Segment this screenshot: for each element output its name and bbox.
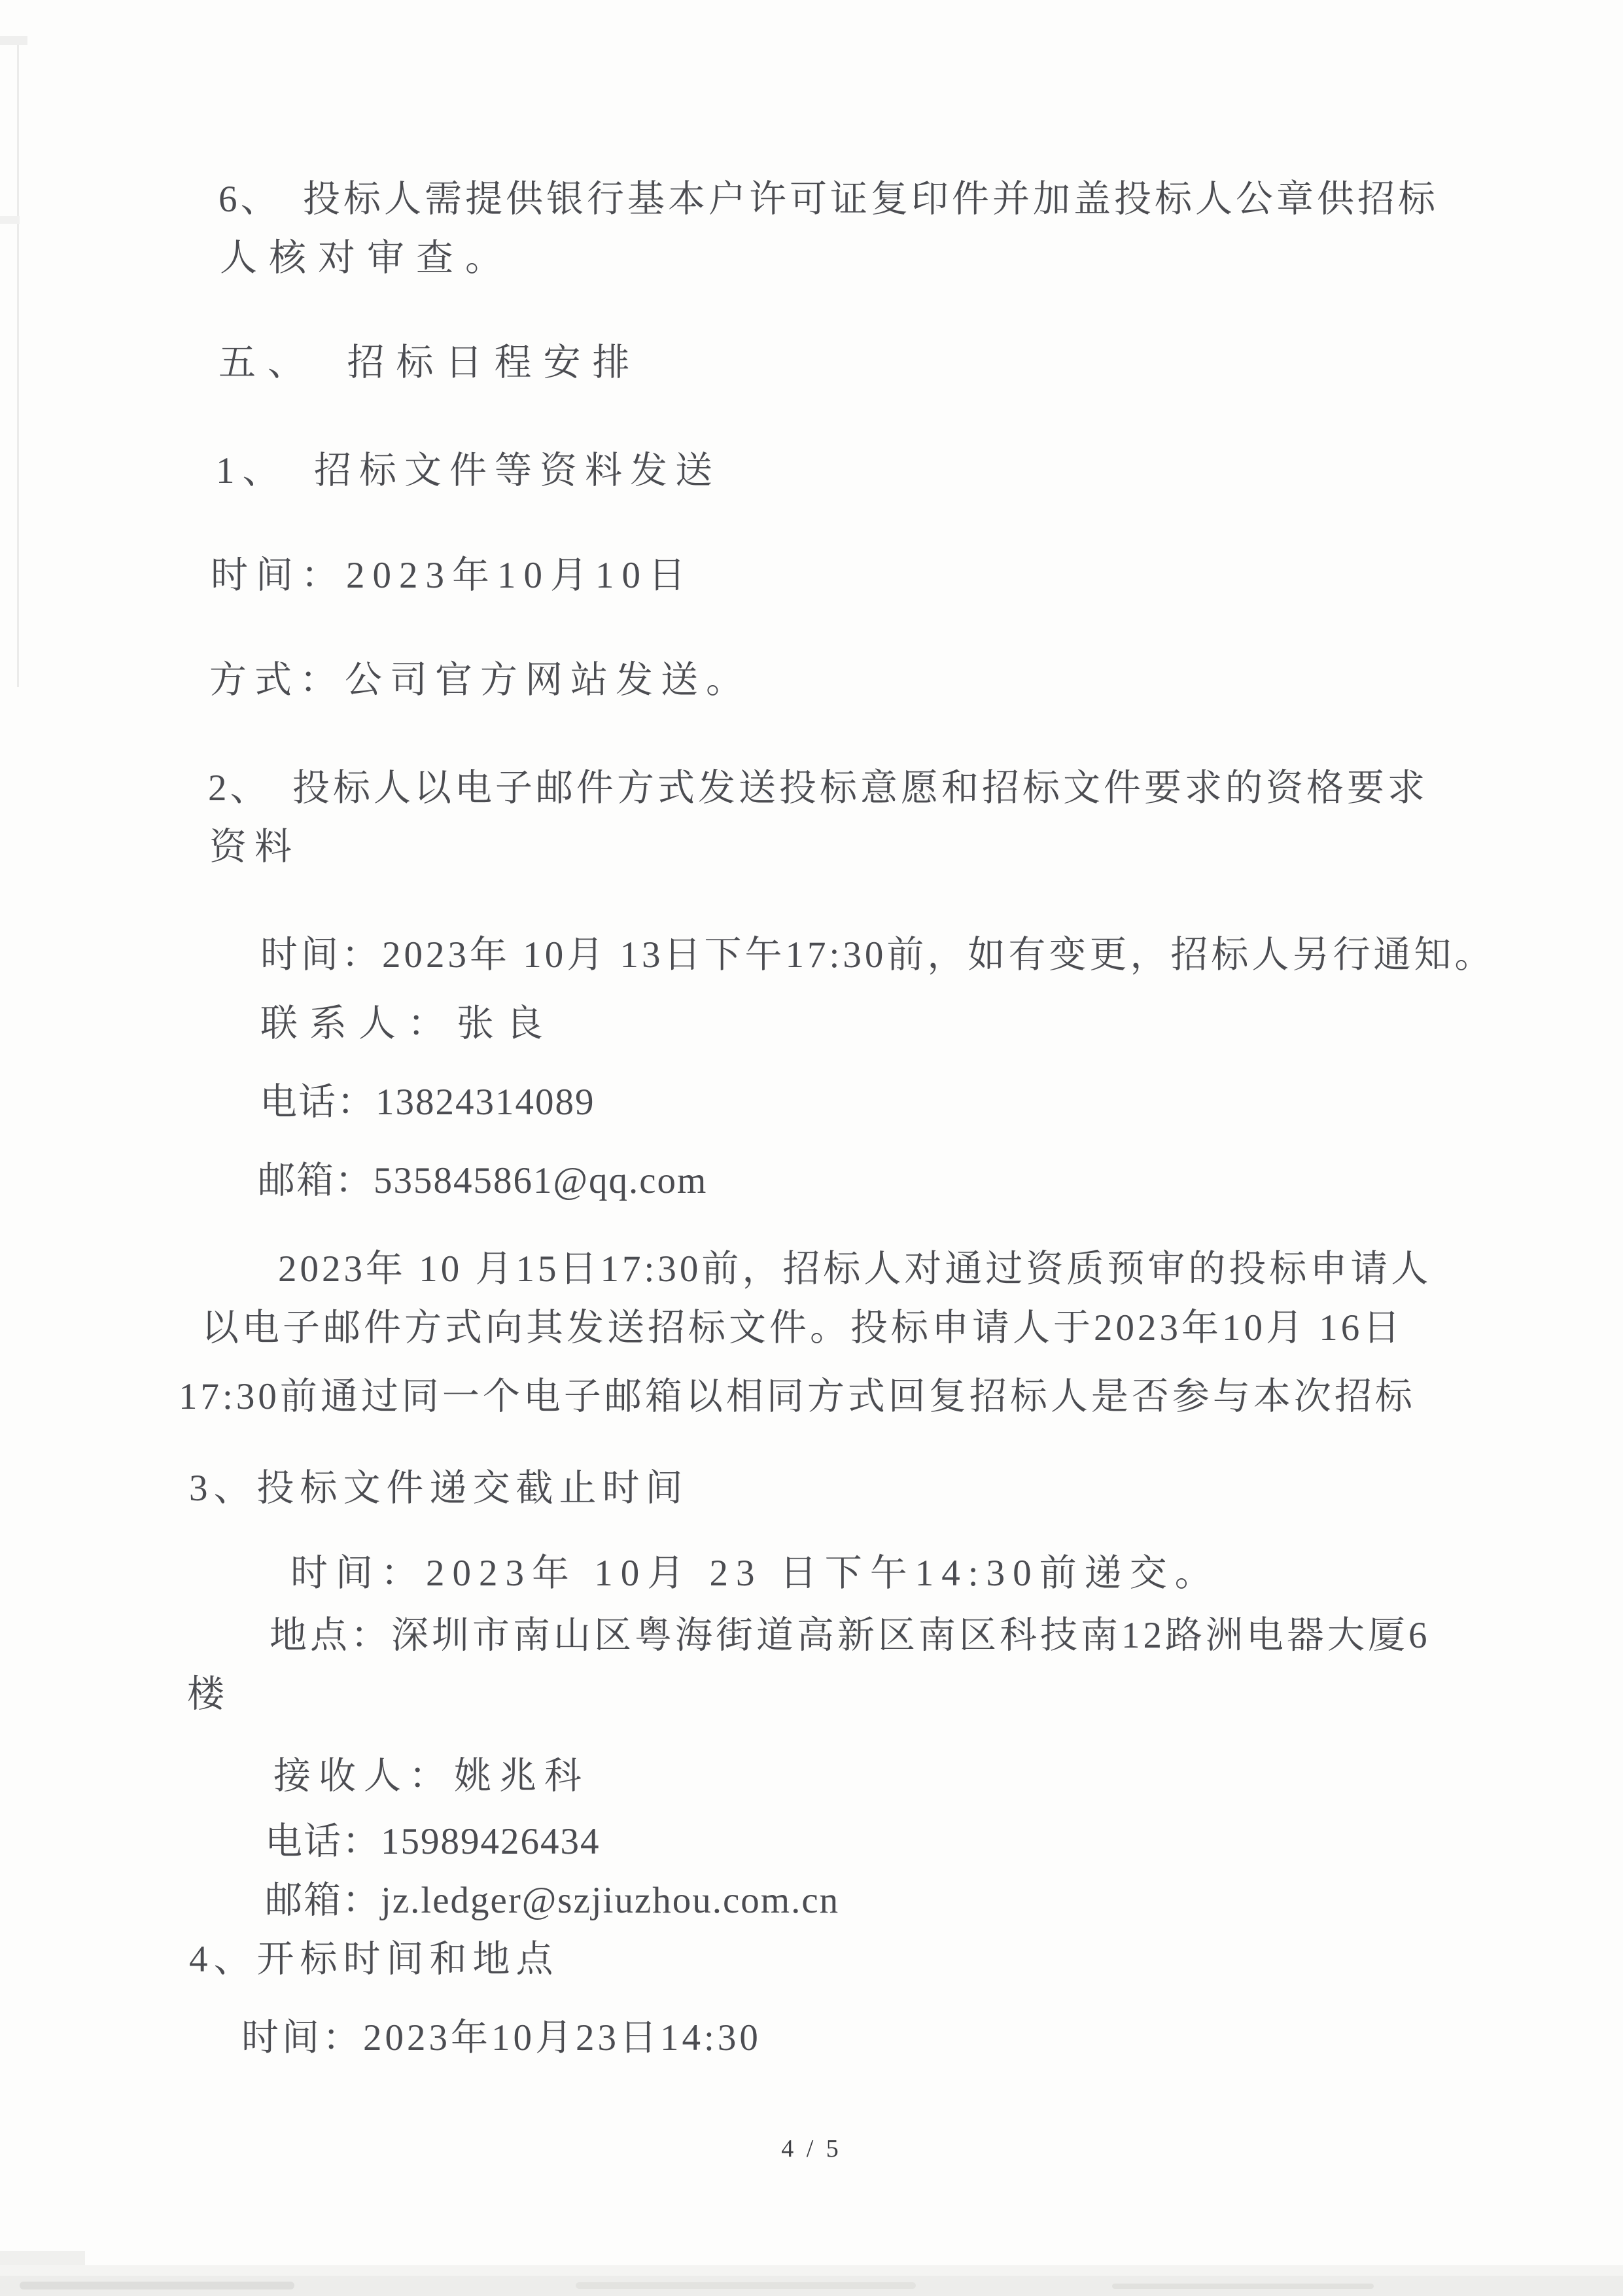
page-number: 4 / 5	[781, 2135, 842, 2163]
scan-artifact-bottom-smudge-3	[1112, 2284, 1374, 2289]
schedule-item4-title: 4、开标时间和地点	[189, 1939, 559, 1980]
schedule-item2-contact-email: 邮箱：535845861@qq.com	[258, 1160, 708, 1201]
schedule-item2-time: 时间：2023年 10月 13日下午17:30前，如有变更，招标人另行通知。	[260, 934, 1495, 976]
schedule-item3-email: 邮箱：jz.ledger@szjiuzhou.com.cn	[265, 1880, 840, 1921]
schedule-item2-para-line3: 17:30前通过同一个电子邮箱以相同方式回复招标人是否参与本次招标	[179, 1376, 1416, 1417]
schedule-item4-time: 时间：2023年10月23日14:30	[241, 2017, 761, 2058]
item6-line2: 人核对审查。	[220, 238, 514, 279]
schedule-item3-location-line1: 地点：深圳市南山区粤海街道高新区南区科技南12路洲电器大厦6	[270, 1615, 1431, 1656]
scan-artifact-bottom-band-light	[0, 2265, 1623, 2276]
schedule-item2-contact-phone: 电话：13824314089	[260, 1082, 595, 1123]
schedule-item2-title-line2: 资料	[209, 826, 300, 868]
schedule-item2-title-line1: 2、 投标人以电子邮件方式发送投标意愿和招标文件要求的资格要求	[208, 768, 1428, 809]
section5-heading: 五、 招标日程安排	[218, 342, 642, 383]
schedule-item3-title: 3、投标文件递交截止时间	[189, 1468, 689, 1509]
scan-artifact-bottom-band-dark	[0, 2276, 1623, 2296]
schedule-item3-receiver: 接收人：姚兆科	[273, 1756, 589, 1797]
schedule-item3-phone: 电话：15989426434	[265, 1821, 601, 1862]
item6-line1: 6、 投标人需提供银行基本户许可证复印件并加盖投标人公章供招标	[218, 179, 1439, 220]
scan-artifact-bottom-smudge-1	[20, 2282, 294, 2289]
schedule-item3-time: 时间：2023年 10月 23 日下午14:30前递交。	[290, 1553, 1220, 1594]
scan-artifact-bottom-smudge-2	[576, 2282, 916, 2289]
schedule-item1-method: 方式：公司官方网站发送。	[209, 660, 751, 701]
schedule-item3-location-line2: 楼	[187, 1674, 230, 1715]
schedule-item2-contact-name: 联系人：张良	[260, 1003, 555, 1044]
schedule-item2-para-line2: 以电子邮件方式向其发送招标文件。投标申请人于2023年10月 16日	[201, 1307, 1404, 1349]
schedule-item1-title: 1、 招标文件等资料发送	[216, 450, 720, 491]
schedule-item1-time: 时间：2023年10月10日	[211, 555, 693, 596]
schedule-item2-para-line1: 2023年 10 月15日17:30前，招标人对通过资质预审的投标申请人	[278, 1248, 1432, 1290]
scan-artifact-bottom-left	[0, 2251, 85, 2267]
